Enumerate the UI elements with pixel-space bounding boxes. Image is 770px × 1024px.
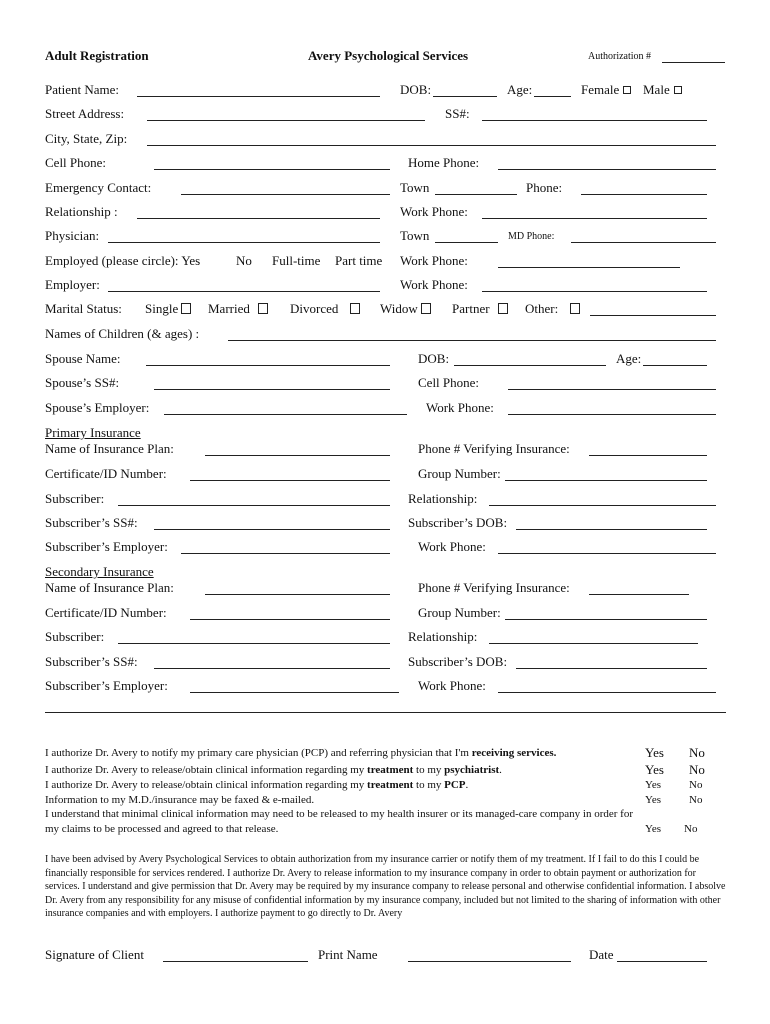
secondary-sub-dob-label: Subscriber’s DOB: — [408, 654, 508, 669]
emergency-contact-field[interactable] — [181, 194, 390, 195]
section-divider — [45, 712, 726, 713]
physician-town-field[interactable] — [435, 242, 498, 243]
employer-label: Employer: — [45, 277, 100, 292]
partner-label: Partner — [452, 301, 490, 316]
secondary-work-phone-field[interactable] — [498, 692, 716, 693]
spouse-work-phone-field[interactable] — [508, 414, 716, 415]
auth-claims-no[interactable]: No — [684, 823, 698, 835]
primary-sub-ss-label: Subscriber’s SS#: — [45, 515, 138, 530]
auth-pcp-yes[interactable]: Yes — [645, 745, 664, 760]
auth-pcpt-bold-a: treatment — [367, 779, 414, 791]
auth-pcpt-text-a: I authorize Dr. Avery to release/obtain clinical information regarding my — [45, 779, 368, 791]
auth-psychiatrist-yes[interactable]: Yes — [645, 762, 664, 777]
primary-insurance-heading: Primary Insurance — [45, 425, 141, 440]
ss-label: SS#: — [445, 106, 470, 121]
marital-divorced[interactable] — [290, 301, 360, 317]
physician-label: Physician: — [45, 228, 100, 243]
partner-checkbox[interactable] — [498, 303, 508, 314]
street-label: Street Address: — [45, 106, 125, 121]
children-field[interactable] — [228, 340, 716, 341]
spouse-cell-label: Cell Phone: — [418, 375, 480, 390]
employer-work-phone-label: Work Phone: — [400, 277, 468, 292]
primary-subscriber-field[interactable] — [118, 505, 390, 506]
print-name-field[interactable] — [408, 961, 571, 962]
primary-phone-verify-field[interactable] — [589, 455, 707, 456]
auth-pcp-bold: receiving services. — [471, 747, 557, 759]
primary-relationship-field[interactable] — [489, 505, 716, 506]
secondary-subscriber-field[interactable] — [118, 643, 390, 644]
spouse-name-field[interactable] — [146, 365, 390, 366]
auth-pcpt-text-b: to my — [413, 779, 445, 791]
spouse-age-field[interactable] — [643, 365, 707, 366]
marital-single[interactable] — [145, 301, 191, 317]
spouse-age-label: Age: — [616, 351, 642, 366]
auth-pcp-treatment-statement — [45, 779, 468, 791]
primary-cert-label: Certificate/ID Number: — [45, 466, 167, 481]
auth-pcp-statement — [45, 747, 556, 759]
female-label: Female — [581, 82, 620, 97]
auth-fax-yes[interactable]: Yes — [645, 794, 662, 806]
secondary-group-field[interactable] — [505, 619, 707, 620]
dob-field[interactable] — [433, 96, 497, 97]
secondary-work-phone-label: Work Phone: — [418, 678, 486, 693]
single-checkbox[interactable] — [181, 303, 191, 314]
marital-married[interactable] — [208, 301, 268, 317]
widow-checkbox[interactable] — [421, 303, 431, 314]
auth-pcpt-text-c: . — [465, 779, 469, 791]
auth-psychiatrist-no[interactable]: No — [689, 762, 705, 777]
primary-group-field[interactable] — [505, 480, 707, 481]
other-label: Other: — [525, 301, 559, 316]
auth-psy-text-b: to my — [413, 764, 445, 776]
spouse-employer-label: Spouse’s Employer: — [45, 400, 150, 415]
auth-psychiatrist-statement — [45, 764, 502, 776]
physician-field[interactable] — [108, 242, 380, 243]
spouse-dob-field[interactable] — [454, 365, 606, 366]
md-phone-label: MD Phone: — [508, 231, 555, 242]
emergency-town-field[interactable] — [435, 194, 517, 195]
secondary-sub-dob-field[interactable] — [516, 668, 707, 669]
date-field[interactable] — [617, 961, 707, 962]
ss-field[interactable] — [482, 120, 707, 121]
patient-name-label: Patient Name: — [45, 82, 120, 97]
employer-field[interactable] — [108, 291, 380, 292]
marital-partner[interactable] — [452, 301, 508, 317]
primary-sub-ss-field[interactable] — [154, 529, 390, 530]
primary-plan-label: Name of Insurance Plan: — [45, 441, 174, 456]
city-field[interactable] — [147, 145, 716, 146]
primary-phone-verify-label: Phone # Verifying Insurance: — [418, 441, 570, 456]
secondary-sub-ss-field[interactable] — [154, 668, 390, 669]
city-label: City, State, Zip: — [45, 131, 128, 146]
auth-pcp-treatment-no[interactable]: No — [689, 779, 703, 791]
employed-label[interactable]: Employed (please circle): Yes — [45, 253, 201, 268]
home-phone-label: Home Phone: — [408, 155, 480, 170]
other-checkbox[interactable] — [570, 303, 580, 314]
divorced-checkbox[interactable] — [350, 303, 360, 314]
secondary-plan-label: Name of Insurance Plan: — [45, 580, 174, 595]
age-field[interactable] — [534, 96, 571, 97]
practice-name: Avery Psychological Services — [308, 48, 469, 63]
patient-name-field[interactable] — [137, 96, 380, 97]
primary-work-phone-field[interactable] — [498, 553, 716, 554]
dob-label: DOB: — [400, 82, 432, 97]
secondary-relationship-label: Relationship: — [408, 629, 478, 644]
single-label: Single — [145, 301, 179, 316]
primary-sub-dob-field[interactable] — [516, 529, 707, 530]
relationship-field[interactable] — [137, 218, 380, 219]
print-name-label: Print Name — [318, 947, 378, 962]
home-phone-field[interactable] — [498, 169, 716, 170]
auth-claims-statement: my claims to be processed and agreed to that release. — [45, 823, 279, 835]
relationship-label: Relationship : — [45, 204, 118, 219]
married-checkbox[interactable] — [258, 303, 268, 314]
date-label: Date — [589, 947, 614, 962]
employed-parttime[interactable]: Part time — [335, 253, 383, 268]
authorization-label: Authorization # — [588, 51, 652, 62]
marital-other[interactable] — [525, 301, 580, 317]
emergency-phone-field[interactable] — [581, 194, 707, 195]
emergency-work-phone-label: Work Phone: — [400, 204, 468, 219]
emergency-phone-label: Phone: — [526, 180, 563, 195]
secondary-sub-ss-label: Subscriber’s SS#: — [45, 654, 138, 669]
secondary-cert-field[interactable] — [190, 619, 390, 620]
physician-town-label: Town — [400, 228, 430, 243]
employer-work-phone-field[interactable] — [482, 291, 707, 292]
divorced-label: Divorced — [290, 301, 339, 316]
form-title: Adult Registration — [45, 48, 149, 63]
primary-subscriber-label: Subscriber: — [45, 491, 105, 506]
secondary-relationship-field[interactable] — [489, 643, 698, 644]
auth-psy-text-a: I authorize Dr. Avery to release/obtain clinical information regarding my — [45, 764, 368, 776]
spouse-employer-field[interactable] — [164, 414, 407, 415]
secondary-cert-label: Certificate/ID Number: — [45, 605, 167, 620]
auth-pcp-treatment-yes[interactable]: Yes — [645, 779, 662, 791]
employed-fulltime[interactable]: Full-time — [272, 253, 321, 268]
primary-sub-employer-label: Subscriber’s Employer: — [45, 539, 168, 554]
signature-client-field[interactable] — [163, 961, 308, 962]
auth-psy-text-c: . — [499, 764, 502, 776]
auth-pcpt-bold-b: PCP — [444, 779, 466, 791]
secondary-subscriber-label: Subscriber: — [45, 629, 105, 644]
children-label: Names of Children (& ages) : — [45, 326, 200, 341]
secondary-phone-verify-label: Phone # Verifying Insurance: — [418, 580, 570, 595]
marital-widow[interactable] — [380, 301, 431, 317]
spouse-ss-label: Spouse’s SS#: — [45, 375, 120, 390]
auth-pcp-no[interactable]: No — [689, 745, 705, 760]
primary-group-label: Group Number: — [418, 466, 501, 481]
emergency-contact-label: Emergency Contact: — [45, 180, 152, 195]
auth-minimal-info-statement: I understand that minimal clinical information may need to be released to my health insurer or its managed-care company in order for — [45, 808, 633, 820]
cell-phone-field[interactable] — [154, 169, 390, 170]
auth-pcp-text: I authorize Dr. Avery to notify my primary care physician (PCP) and referring physician that I'm — [45, 747, 472, 759]
secondary-phone-verify-field[interactable] — [589, 594, 689, 595]
street-field[interactable] — [147, 120, 425, 121]
financial-disclaimer: I have been advised by Avery Psychological Services to obtain authorization from my insurance carrier or notify them of my treatment. If I fail to do this I could be financially responsible for services rendered. I authorize Dr. Avery to release information to my insurance company in order to obtain payment or authorization for services. I understand and give permission that Dr. Avery may be required by my insurance company to release personal and otherwise confidential information. I absolve Dr. Avery from any responsibility for any misuse of confidential information by my insurance company, included but not limited to the sharing of information with other insurance companies and with employers. I authorize payment to go directly to Dr. Avery — [45, 854, 726, 919]
spouse-ss-field[interactable] — [154, 389, 390, 390]
auth-claims-yes[interactable]: Yes — [645, 823, 662, 835]
male-checkbox[interactable] — [674, 86, 682, 94]
md-phone-field[interactable] — [571, 242, 716, 243]
cell-phone-label: Cell Phone: — [45, 155, 107, 170]
employed-no[interactable]: No — [236, 253, 252, 268]
married-label: Married — [208, 301, 250, 316]
auth-psy-bold-a: treatment — [367, 764, 414, 776]
spouse-dob-label: DOB: — [418, 351, 450, 366]
spouse-name-label: Spouse Name: — [45, 351, 121, 366]
male-label: Male — [643, 82, 670, 97]
age-label: Age: — [507, 82, 533, 97]
emergency-work-phone-field[interactable] — [482, 218, 707, 219]
primary-plan-field[interactable] — [205, 455, 390, 456]
female-checkbox[interactable] — [623, 86, 631, 94]
marital-status-label: Marital Status: — [45, 301, 122, 316]
primary-work-phone-label: Work Phone: — [418, 539, 486, 554]
employed-work-phone-field[interactable] — [498, 267, 680, 268]
employed-work-phone-label: Work Phone: — [400, 253, 468, 268]
secondary-sub-employer-label: Subscriber’s Employer: — [45, 678, 168, 693]
primary-relationship-label: Relationship: — [408, 491, 478, 506]
secondary-plan-field[interactable] — [205, 594, 390, 595]
female-option[interactable] — [581, 82, 631, 98]
emergency-town-label: Town — [400, 180, 430, 195]
spouse-work-phone-label: Work Phone: — [426, 400, 494, 415]
auth-fax-no[interactable]: No — [689, 794, 703, 806]
secondary-group-label: Group Number: — [418, 605, 501, 620]
widow-label: Widow — [380, 301, 418, 316]
male-option[interactable] — [643, 82, 682, 98]
primary-cert-field[interactable] — [190, 480, 390, 481]
authorization-field[interactable] — [662, 62, 725, 63]
auth-psy-bold-b: psychiatrist — [444, 764, 500, 776]
secondary-sub-employer-field[interactable] — [190, 692, 399, 693]
spouse-cell-field[interactable] — [508, 389, 716, 390]
auth-fax-statement: Information to my M.D./insurance may be faxed & e-mailed. — [45, 794, 315, 806]
primary-sub-employer-field[interactable] — [181, 553, 390, 554]
secondary-insurance-heading: Secondary Insurance — [45, 564, 154, 579]
signature-client-label: Signature of Client — [45, 947, 144, 962]
primary-sub-dob-label: Subscriber’s DOB: — [408, 515, 508, 530]
other-field[interactable] — [590, 315, 716, 316]
